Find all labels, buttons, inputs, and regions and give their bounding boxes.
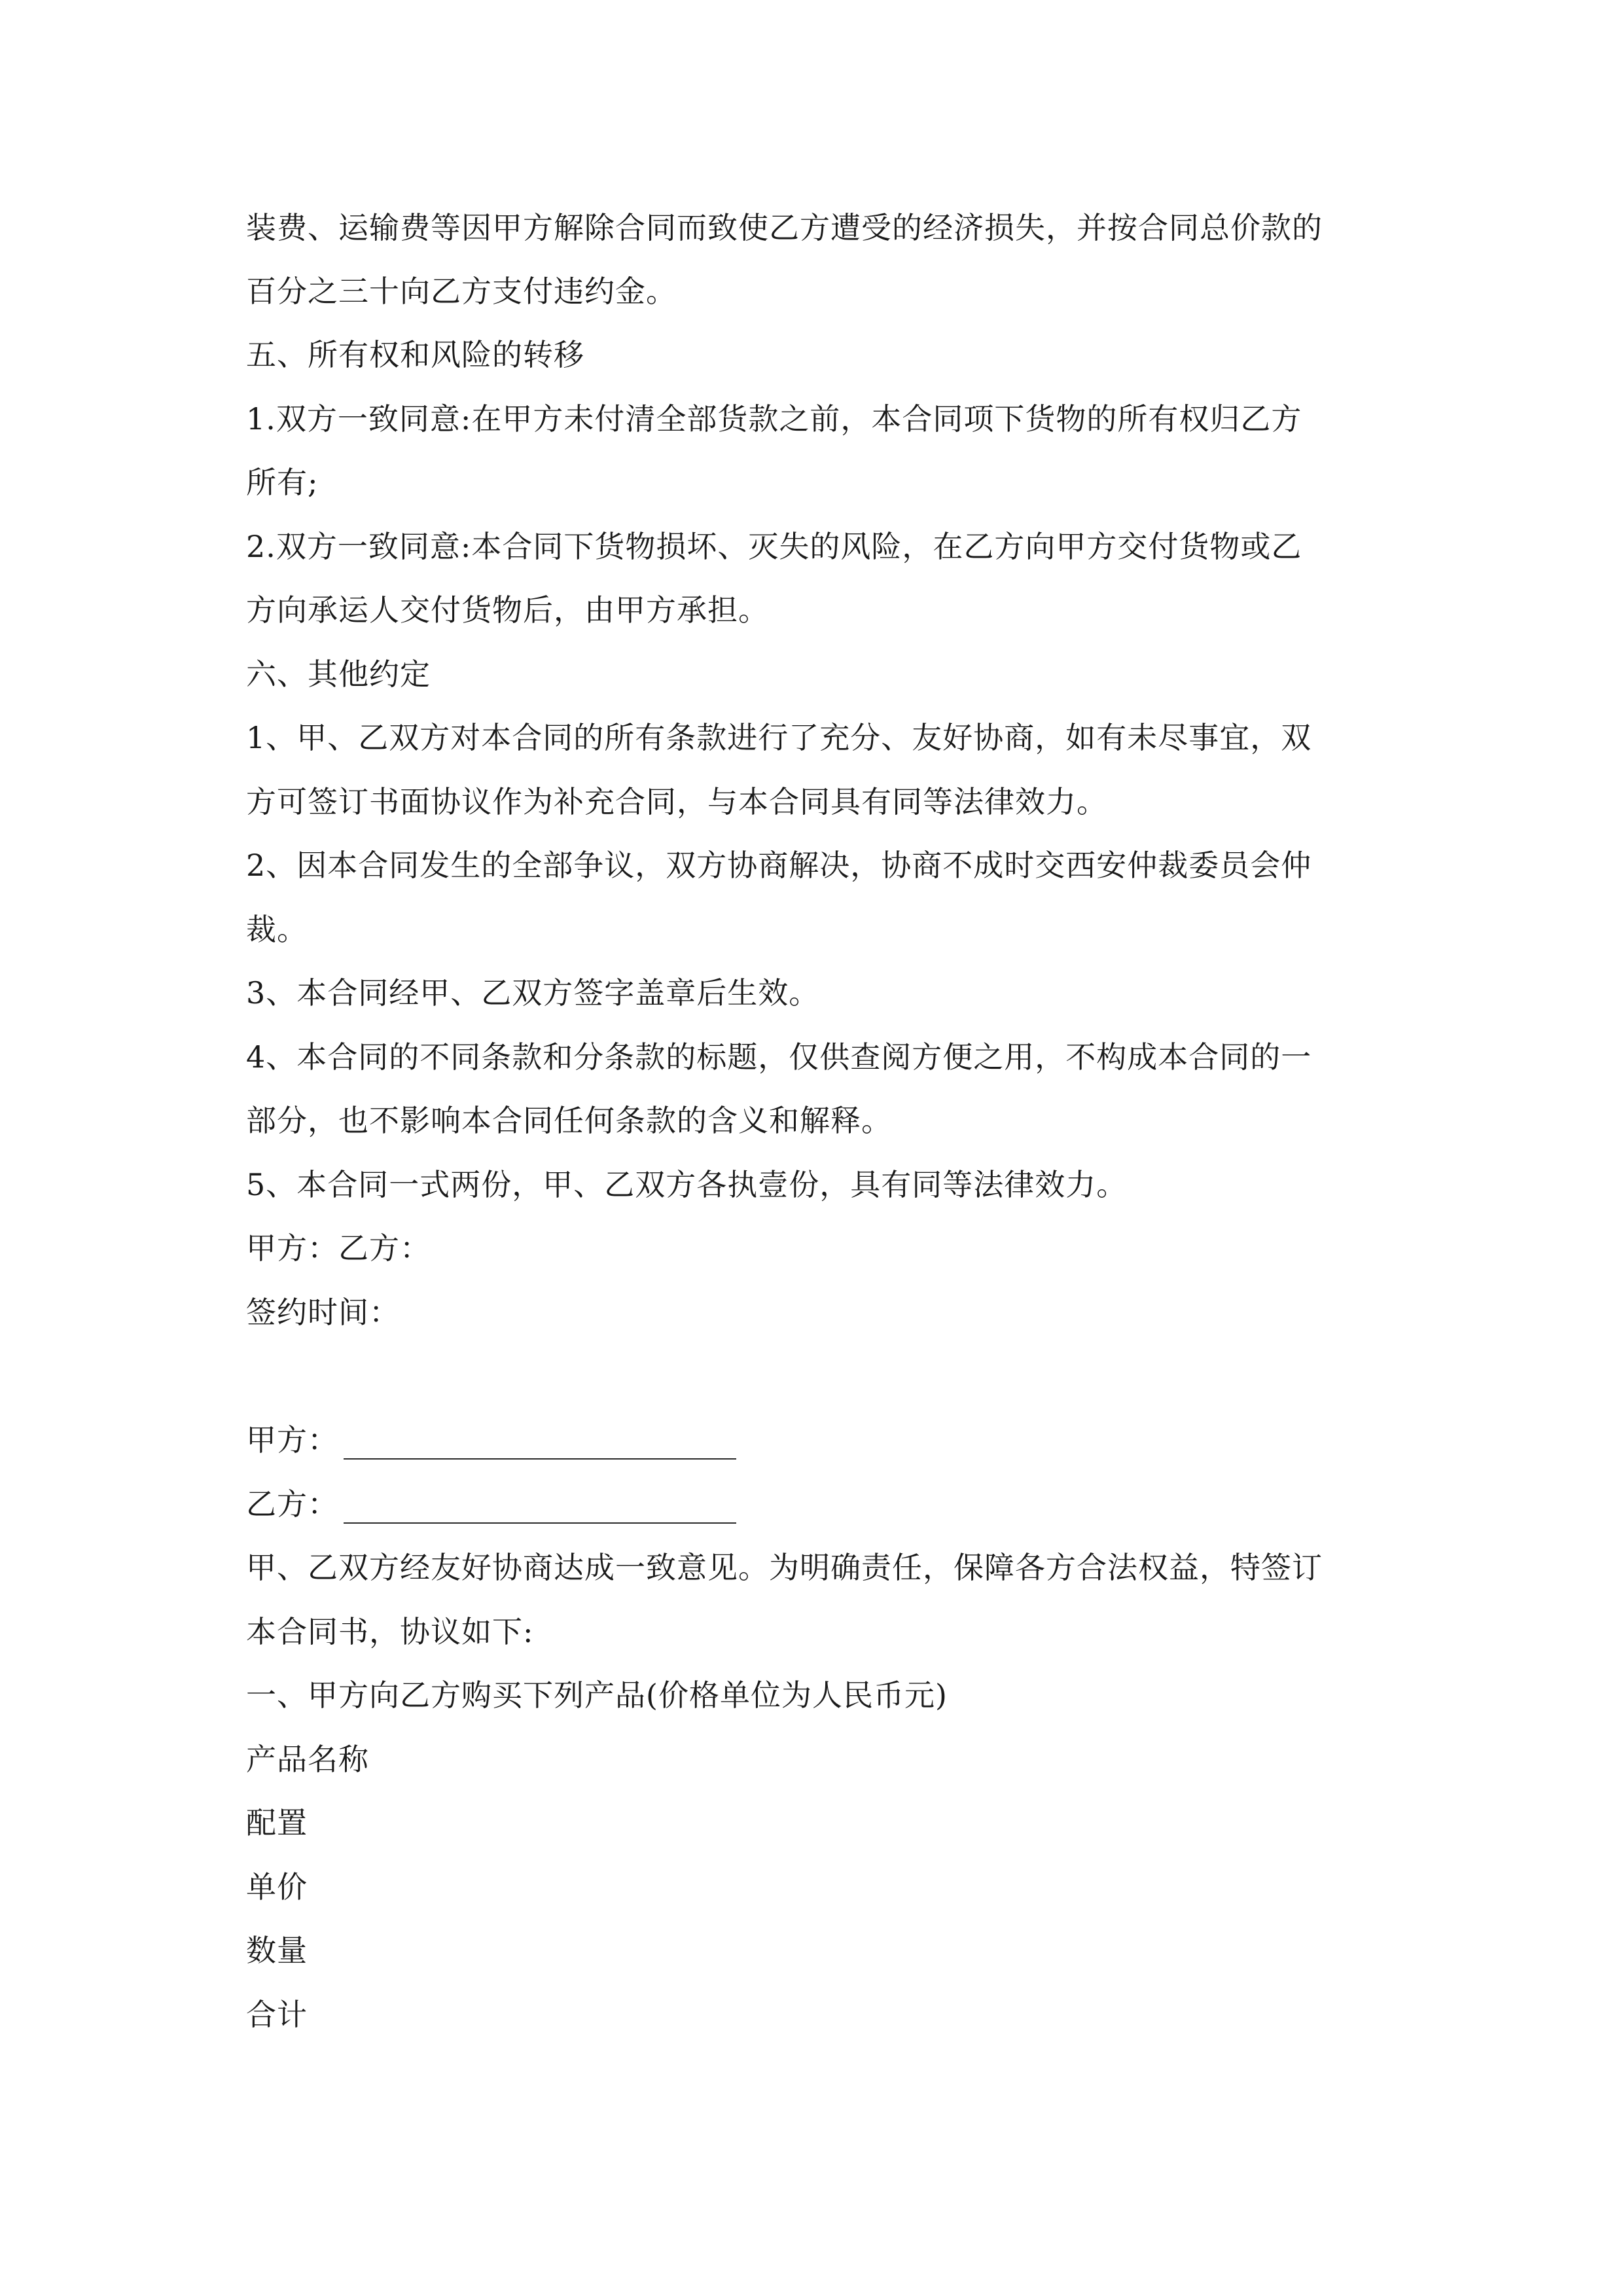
party-a-signature-field[interactable] <box>344 1432 736 1460</box>
party-b-signature-field[interactable] <box>344 1496 736 1524</box>
signing-time-line: 签约时间： <box>246 1295 400 1330</box>
field-configuration: 配置 <box>246 1805 308 1840</box>
paragraph-line: 部分，也不影响本合同任何条款的含义和解释。 <box>246 1103 892 1138</box>
section-heading-products: 一、甲方向乙方购买下列产品(价格单位为人民币元) <box>246 1677 948 1713</box>
intro-line: 本合同书，协议如下: <box>246 1614 534 1649</box>
field-unit-price: 单价 <box>246 1869 308 1905</box>
paragraph-line: 装费、运输费等因甲方解除合同而致使乙方遭受的经济损失，并按合同总价款的 <box>246 210 1323 245</box>
party-b-signature-row <box>246 1484 1385 1524</box>
party-b-label: 乙方： <box>246 1486 338 1522</box>
paragraph-line: 4、本合同的不同条款和分条款的标题，仅供查阅方便之用，不构成本合同的一 <box>246 1039 1312 1075</box>
paragraph-line: 所有; <box>246 465 319 500</box>
paragraph-line: 3、本合同经甲、乙双方签字盖章后生效。 <box>246 975 820 1011</box>
paragraph-line: 1.双方一致同意:在甲方未付清全部货款之前，本合同项下货物的所有权归乙方 <box>246 401 1302 437</box>
paragraph-line: 方可签订书面协议作为补充合同，与本合同具有同等法律效力。 <box>246 784 1107 819</box>
field-quantity: 数量 <box>246 1933 308 1968</box>
paragraph-line: 5、本合同一式两份，甲、乙双方各执壹份，具有同等法律效力。 <box>246 1167 1128 1202</box>
section-heading-ownership: 五、所有权和风险的转移 <box>246 337 584 372</box>
paragraph-line: 方向承运人交付货物后，由甲方承担。 <box>246 592 769 628</box>
intro-line: 甲、乙双方经友好协商达成一致意见。为明确责任，保障各方合法权益，特签订 <box>246 1550 1323 1585</box>
paragraph-line: 2、因本合同发生的全部争议，双方协商解决，协商不成时交西安仲裁委员会仲 <box>246 848 1312 883</box>
paragraph-line: 1、甲、乙双方对本合同的所有条款进行了充分、友好协商，如有未尽事宜，双 <box>246 720 1312 755</box>
field-total: 合计 <box>246 1997 308 2032</box>
section-heading-other: 六、其他约定 <box>246 656 431 692</box>
paragraph-line: 百分之三十向乙方支付违约金。 <box>246 274 677 309</box>
party-a-label: 甲方： <box>246 1422 338 1458</box>
paragraph-line: 裁。 <box>246 912 308 947</box>
paragraph-line: 2.双方一致同意:本合同下货物损坏、灭失的风险，在乙方向甲方交付货物或乙 <box>246 529 1302 564</box>
parties-line: 甲方：乙方： <box>246 1230 431 1266</box>
field-product-name: 产品名称 <box>246 1742 369 1777</box>
party-a-signature-row <box>246 1420 1385 1460</box>
